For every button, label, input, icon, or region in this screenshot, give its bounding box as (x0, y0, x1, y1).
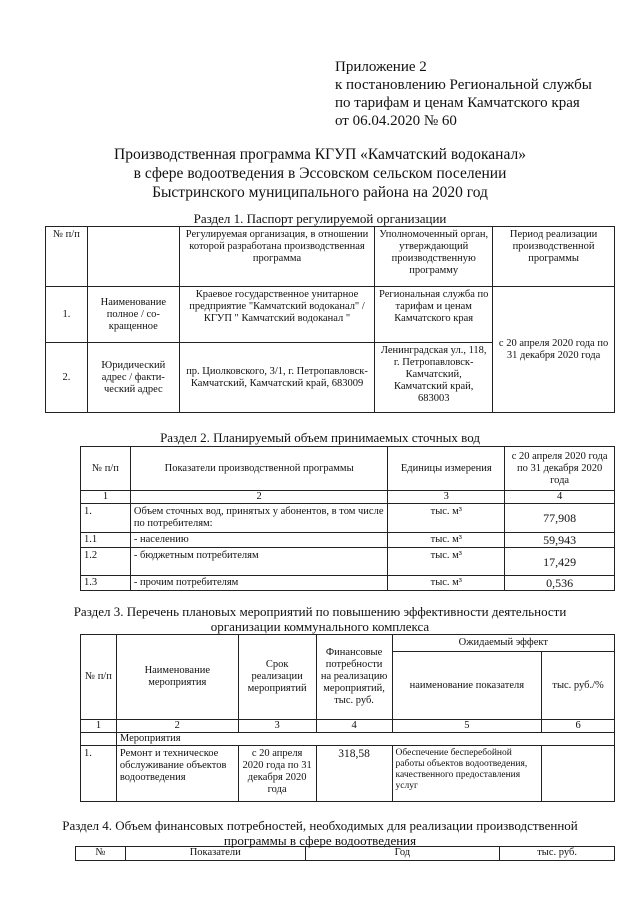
s2-row-num: 1.2 (81, 548, 131, 576)
s3-col-number: 5 (392, 720, 542, 733)
s2-row-name: - прочим потребителям (130, 576, 387, 591)
s1-row-label: Юридический адрес / факти-ческий адрес (87, 343, 179, 413)
s3-header-effect: Ожидаемый эффект (392, 635, 614, 652)
s3-col-number: 3 (238, 720, 316, 733)
s2-header-unit: Единицы измерения (388, 447, 505, 491)
s2-col-number: 1 (81, 491, 131, 504)
section4-table (75, 846, 615, 861)
program-title-line: Быстринского муниципального района на 2020 год (152, 184, 488, 201)
s2-row-num: 1.3 (81, 576, 131, 591)
s1-header-period: Период реализации производственной программы (493, 227, 615, 287)
section4-title-line: программы в сфере водоотведения (223, 833, 417, 848)
s3-header-effect-value: тыс. руб./% (542, 652, 615, 720)
section2-table (80, 446, 615, 591)
program-title-line: в сфере водоотведения в Эссовском сельском поселении (133, 165, 507, 182)
table-row (81, 720, 615, 733)
s1-row-org: пр. Циолковского, 3/1, г. Петропавловск-Камчатский, Камчатский край, 683009 (179, 343, 374, 413)
s3-group-label: Мероприятия (116, 733, 614, 746)
s2-row-value: 77,908 (505, 504, 615, 533)
s3-col-number: 6 (542, 720, 615, 733)
s3-row-term: с 20 апреля 2020 года по 31 декабря 2020 года (238, 746, 316, 802)
s3-header-effect-name: наименование показателя (392, 652, 542, 720)
s2-row-value: 59,943 (505, 533, 615, 548)
section3-title-line: Раздел 3. Перечень плановых мероприятий по повышению эффективности деятельности (73, 604, 567, 619)
program-title (0, 145, 640, 202)
s3-row-name: Ремонт и техническое обслуживание объектов водоотведения (116, 746, 238, 802)
s1-row-label: Наименование полное / со-кращенное (87, 287, 179, 343)
table-row (81, 548, 615, 576)
table-row (81, 504, 615, 533)
s1-period-value: с 20 апреля 2020 года по 31 декабря 2020 года (493, 287, 615, 413)
s2-row-name: Объем сточных вод, принятых у абонентов, в том числе по потребителям: (130, 504, 387, 533)
s2-row-unit: тыс. м³ (388, 504, 505, 533)
appendix-line: к постановлению Региональной службы (335, 77, 592, 93)
table-row (46, 287, 615, 343)
s3-row-finance: 318,58 (316, 746, 392, 802)
s2-row-value: 0,536 (505, 576, 615, 591)
s1-row-authority: Региональная служба по тарифам и ценам Камчатского края (375, 287, 493, 343)
s1-row-authority: Ленинградская ул., 118, г. Петропавловск-Камчатский, Камчатский край, 683003 (375, 343, 493, 413)
table-row (81, 491, 615, 504)
s2-header-indicator: Показатели производственной программы (130, 447, 387, 491)
section2-title: Раздел 2. Планируемый объем принимаемых сточных вод (160, 430, 480, 445)
section4-title (0, 818, 640, 848)
appendix-line: Приложение 2 (335, 59, 427, 75)
s2-col-number: 4 (505, 491, 615, 504)
s2-col-number: 2 (130, 491, 387, 504)
s3-col-number: 4 (316, 720, 392, 733)
s3-row-num: 1. (81, 746, 117, 802)
s4-header-value: тыс. руб. (500, 847, 615, 861)
s2-row-unit: тыс. м³ (388, 548, 505, 576)
s3-header-name: Наименование мероприятия (116, 635, 238, 720)
s3-row-effect-value (542, 746, 615, 802)
appendix-line: от 06.04.2020 № 60 (335, 113, 457, 129)
s3-row-effect-name: Обеспечение бесперебойной работы объектов водоотведения, качественного предоставления услуг (392, 746, 542, 802)
s4-header-indicator: Показатели (125, 847, 305, 861)
section3-title-line: организации коммунального комплекса (210, 619, 430, 634)
section1-title: Раздел 1. Паспорт регулируемой организации (193, 211, 447, 226)
s1-header-num: № п/п (46, 227, 88, 287)
s4-header-year: Год (305, 847, 500, 861)
table-row (81, 576, 615, 591)
appendix-line: по тарифам и ценам Камчатского края (335, 95, 580, 111)
s2-row-name: - населению (130, 533, 387, 548)
s1-row-num: 2. (46, 343, 88, 413)
section3-title (0, 604, 640, 634)
s2-row-unit: тыс. м³ (388, 576, 505, 591)
section3-table (80, 634, 615, 802)
s1-row-num: 1. (46, 287, 88, 343)
s2-row-name: - бюджетным потребителям (130, 548, 387, 576)
s3-header-finance: Финансовые потребности на реализацию мероприятий, тыс. руб. (316, 635, 392, 720)
s3-col-number: 1 (81, 720, 117, 733)
table-row (81, 746, 615, 802)
s2-row-num: 1. (81, 504, 131, 533)
appendix-block (335, 58, 592, 130)
s4-header-num: № (76, 847, 126, 861)
s3-col-number: 2 (116, 720, 238, 733)
s2-header-num: № п/п (81, 447, 131, 491)
section4-title-line: Раздел 4. Объем финансовых потребностей, необходимых для реализации производственной (62, 818, 578, 833)
s3-group-num (81, 733, 117, 746)
s2-header-period: с 20 апреля 2020 года по 31 декабря 2020 года (505, 447, 615, 491)
s1-header-label (87, 227, 179, 287)
section1-table (45, 226, 615, 413)
s2-col-number: 3 (388, 491, 505, 504)
s3-header-term: Срок реализации мероприятий (238, 635, 316, 720)
s1-header-authority: Уполномоченный орган, утверждающий производственную программу (375, 227, 493, 287)
table-row (81, 733, 615, 746)
s1-header-org: Регулируемая организация, в отношении которой разработана производственная программа (179, 227, 374, 287)
s3-header-num: № п/п (81, 635, 117, 720)
s2-row-value: 17,429 (505, 548, 615, 576)
s2-row-unit: тыс. м³ (388, 533, 505, 548)
program-title-line: Производственная программа КГУП «Камчатский водоканал» (114, 146, 526, 163)
table-row (81, 533, 615, 548)
s1-row-org: Краевое государственное унитарное предприятие "Камчатский водоканал" / КГУП " Камчатский водоканал " (179, 287, 374, 343)
s2-row-num: 1.1 (81, 533, 131, 548)
